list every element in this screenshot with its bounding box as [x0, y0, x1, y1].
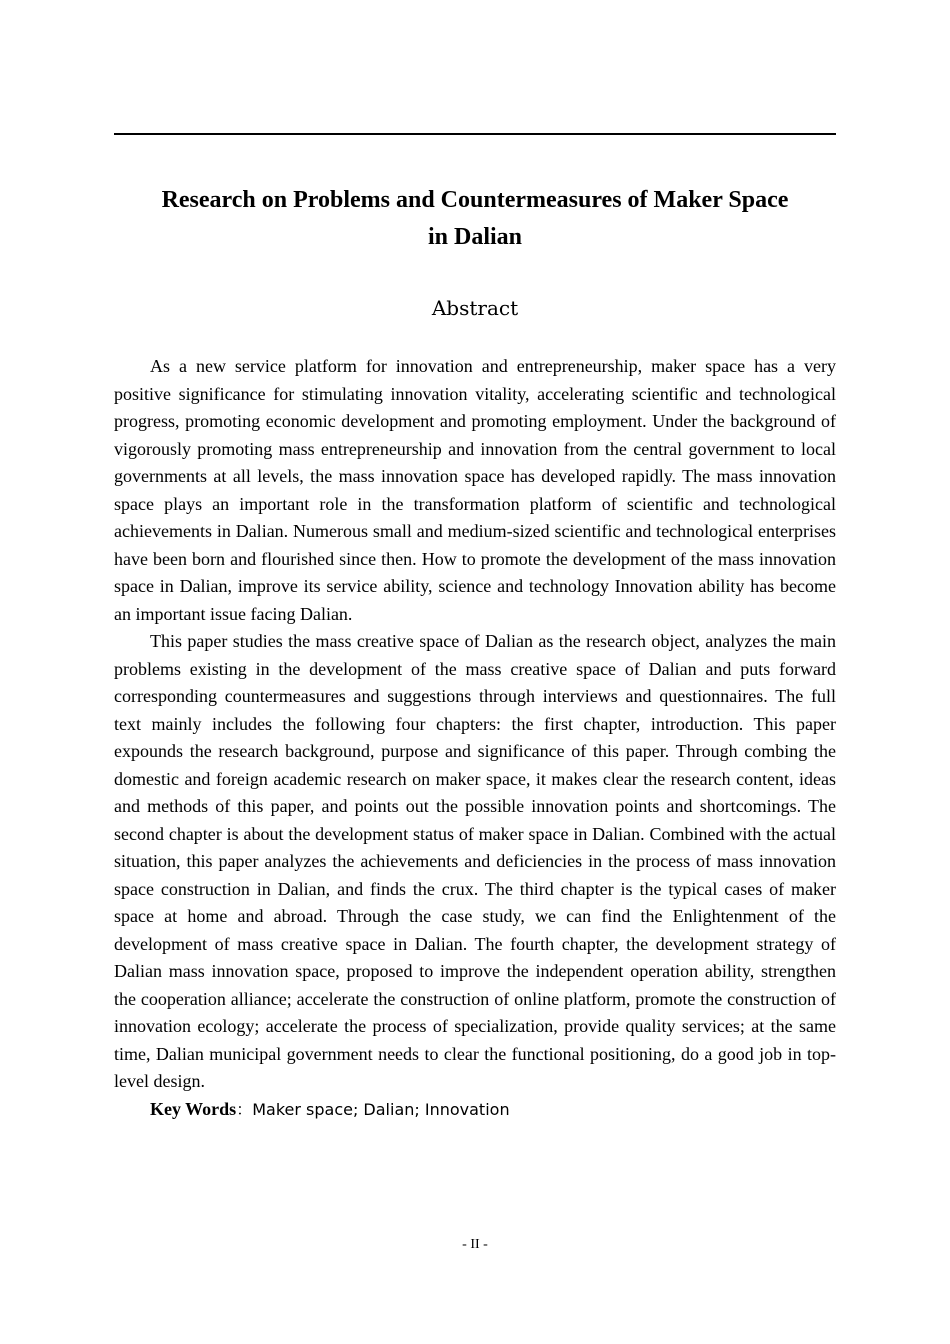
- abstract-heading: Abstract: [431, 296, 519, 320]
- abstract-paragraph-1: As a new service platform for innovation and entrepreneurship, maker space has a very positive significance for stimulating innovation vitality, accelerating scientific and technological progress, promoting economic development and promoting employment. Under the background of vigorously promoting mass entrepreneurship and innovation from the central government to local governments at all levels, the mass innovation space has developed rapidly. The mass innovation space plays an important role in the transformation platform of scientific and technological achievements in Dalian. Numerous small and medium-sized scientific and technological enterprises have been born and flourished since then. How to promote the development of the mass innovation space in Dalian, improve its service ability, science and technology Innovation ability has become an important issue facing Dalian.: [114, 356, 836, 624]
- keywords-separator: ：: [236, 1099, 253, 1119]
- abstract-body: [114, 353, 836, 1123]
- keywords-label: Key Words: [150, 1098, 237, 1119]
- keywords-line: [114, 1096, 836, 1123]
- keywords-values: Maker space; Dalian; Innovation: [252, 1099, 510, 1119]
- paper-title-line-2: in Dalian: [427, 224, 523, 250]
- abstract-paragraph-2: This paper studies the mass creative space of Dalian as the research object, analyzes the main problems existing in the development of the mass creative space of Dalian and puts forward corresponding countermeasures and suggestions through interviews and questionnaires. The full text mainly includes the following four chapters: the first chapter, introduction. This paper expounds the research background, purpose and significance of this paper. Through combing the domestic and foreign academic research on maker space, it makes clear the research content, ideas and methods of this paper, and points out the possible innovation points and shortcomings. The second chapter is about the development status of maker space in Dalian. Combined with the actual situation, this paper analyzes the achievements and deficiencies in the process of mass innovation space construction in Dalian, and finds the crux. The third chapter is the typical cases of maker space at home and abroad. Through the case study, we can find the Enlightenment of the development of mass creative space in Dalian. The fourth chapter, the development strategy of Dalian mass innovation space, proposed to improve the independent operation ability, strengthen the cooperation alliance; accelerate the construction of online platform, promote the construction of innovation ecology; accelerate the process of specialization, provide quality services; at the same time, Dalian municipal government needs to clear the functional positioning, do a good job in top-level design.: [114, 631, 836, 1091]
- paper-title-line-1: Research on Problems and Countermeasures of Maker Space: [161, 187, 789, 213]
- header-rule: [114, 133, 836, 135]
- page-number: - II -: [462, 1237, 488, 1252]
- paper-title: [114, 182, 836, 256]
